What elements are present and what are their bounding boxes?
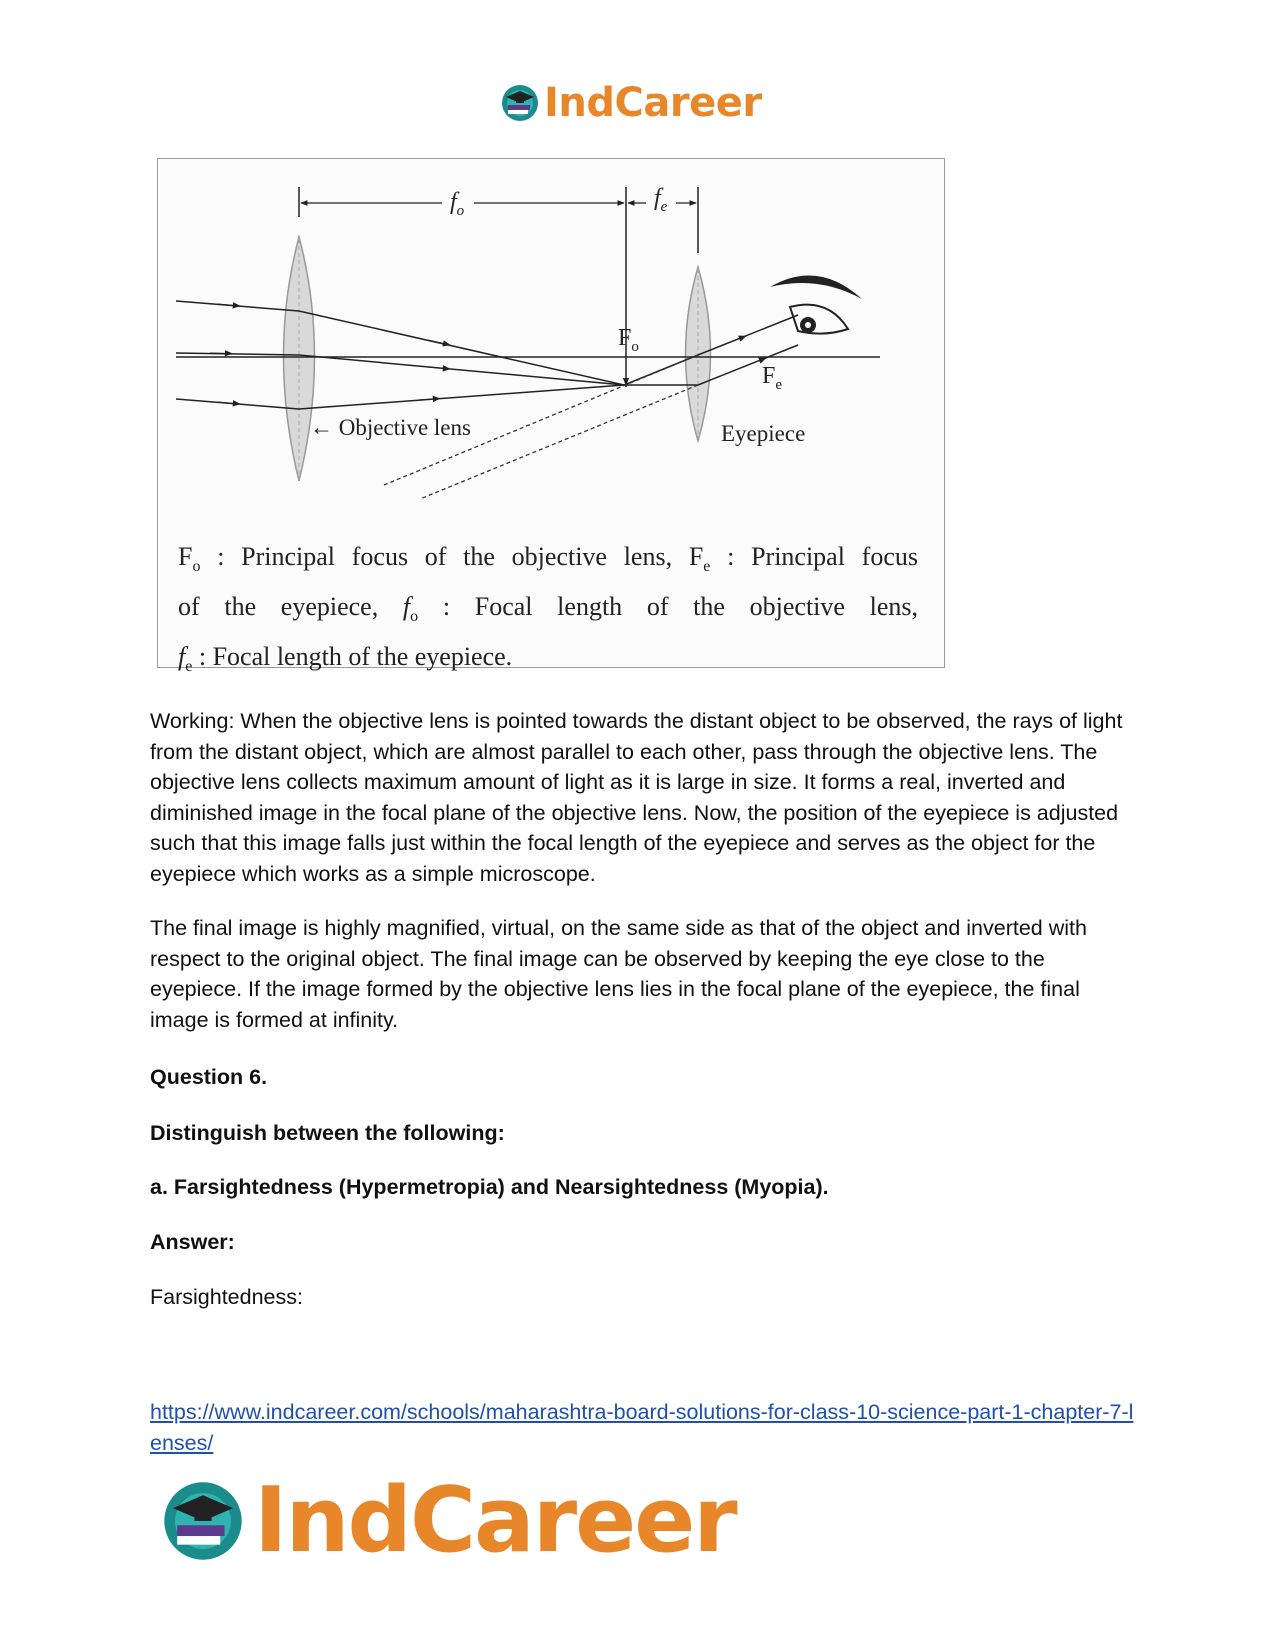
eyepiece-label: Eyepiece [721,421,806,446]
objective-lens-label: ← Objective lens [310,415,471,440]
figure-caption: $F_o$ : Principal focus of the objective lens, $F_e$ : Principal focus of the eyepiece, $f_o$ : Focal length of the objective lens, $f_e$ : Focal length of the eyepiece. [178,542,918,676]
footer-logo [160,1468,736,1573]
fo-label: $f_o$ [450,189,465,219]
Fo-label: $F_o$ [618,325,639,355]
farsightedness-label: Farsightedness: [150,1285,303,1309]
header-logo [500,80,762,126]
source-link[interactable]: https://www.indcareer.com/schools/maharashtra-board-solutions-for-class-10-science-part-1-chapter-7-lenses/ [150,1400,1134,1455]
answer-label: Answer: [150,1230,235,1254]
working-paragraph: Working: When the objective lens is pointed towards the distant object to be observed, the rays of light from the distant object, which are almost parallel to each other, pass through the objective lens. The objective lens collects maximum amount of light as it is large in size. It forms a real, inverted and diminished image in the focal plane of the objective lens. Now, the position of the eyepiece is adjusted such that this image falls just within the focal length of the eyepiece and serves as the object for the eyepiece which works as a simple microscope. [150,709,1123,886]
brand-name: IndCareer [544,80,762,126]
question-heading: Question 6. [150,1065,268,1089]
final-image-paragraph: The final image is highly magnified, virtual, on the same side as that of the object and inverted with respect to the original object. The final image can be observed by keeping the eye close to the eyepiece. If the image formed by the objective lens lies in the focal plane of the eyepiece, the final image is formed at infinity. [150,916,1087,1032]
fe-label: $f_e$ [654,185,668,215]
graduation-globe-icon [500,83,540,123]
brand-name: IndCareer [254,1468,736,1573]
telescope-diagram [157,158,945,676]
part-a-text: a. Farsightedness (Hypermetropia) and Nearsightedness (Myopia). [150,1175,829,1199]
instruction-text: Distinguish between the following: [150,1121,505,1145]
Fe-label: $F_e$ [762,363,783,393]
eye-icon [770,275,862,333]
graduation-globe-icon [160,1478,246,1564]
